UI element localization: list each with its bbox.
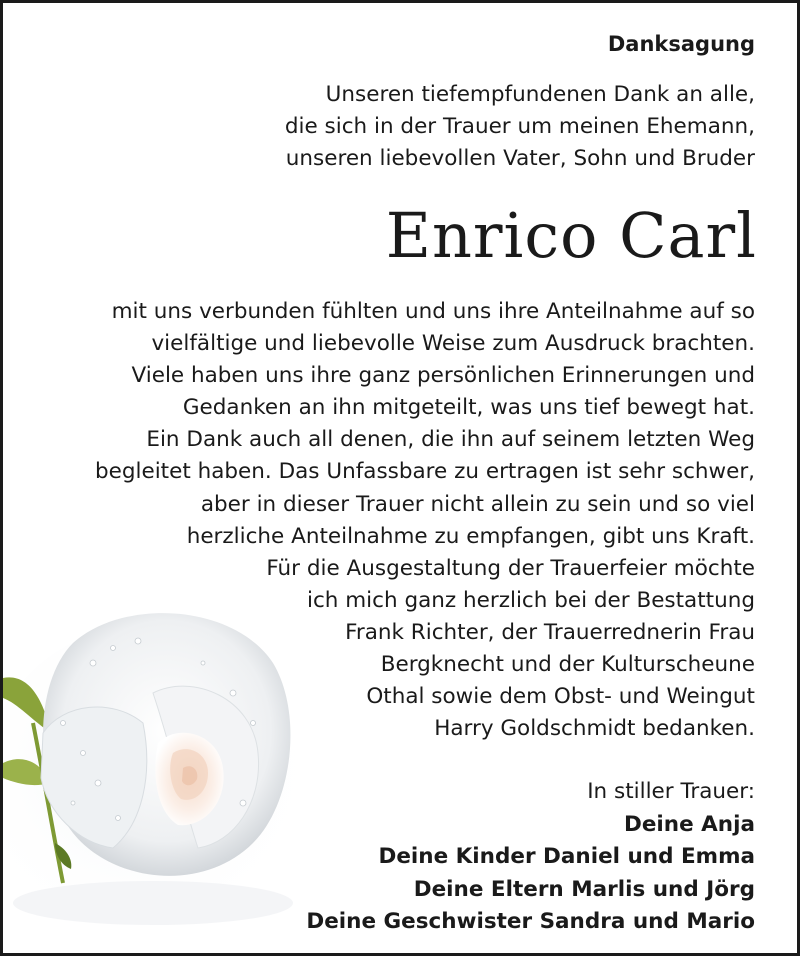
body-line: herzliche Anteilnahme zu empfangen, gibt uns Kraft. bbox=[186, 523, 755, 549]
intro-line: die sich in der Trauer um meinen Ehemann, bbox=[284, 114, 755, 139]
signature-line: Deine Anja bbox=[624, 811, 755, 837]
closing-line: In stiller Trauer: bbox=[587, 779, 755, 804]
body-line: Harry Goldschmidt bedanken. bbox=[434, 716, 755, 742]
body-line: aber in dieser Trauer nicht allein zu sein und so viel bbox=[200, 491, 755, 517]
body-line: Othal sowie dem Obst- und Weingut bbox=[366, 684, 755, 710]
signature-line: Deine Kinder Daniel und Emma bbox=[378, 844, 755, 869]
body-line: Ein Dank auch all denen, die ihn auf seinem letzten Weg bbox=[146, 427, 755, 453]
body-line: mit uns verbunden fühlten und uns ihre Anteilnahme auf so bbox=[111, 299, 755, 324]
body-line: begleitet haben. Das Unfassbare zu ertragen ist sehr schwer, bbox=[94, 459, 755, 485]
body-line: Bergknecht und der Kulturscheune bbox=[380, 652, 755, 678]
body-line: Für die Ausgestaltung der Trauerfeier möchte bbox=[266, 555, 755, 581]
signature-line: Deine Eltern Marlis und Jörg bbox=[413, 876, 755, 902]
deceased-name: Enrico Carl bbox=[385, 199, 757, 272]
intro-line: Unseren tiefempfundenen Dank an alle, bbox=[325, 82, 755, 107]
body-line: vielfältige und liebevolle Weise zum Ausdruck brachten. bbox=[151, 331, 755, 357]
signature-block bbox=[306, 776, 755, 939]
signature-line: Deine Geschwister Sandra und Mario bbox=[306, 909, 755, 934]
heading: Danksagung bbox=[607, 32, 755, 56]
body-line: ich mich ganz herzlich bei der Bestattung bbox=[306, 587, 755, 613]
intro-line: unseren liebevollen Vater, Sohn und Bruder bbox=[285, 146, 755, 171]
body-line: Viele haben uns ihre ganz persönlichen Erinnerungen und bbox=[131, 363, 755, 389]
body-line: Frank Richter, der Trauerrednerin Frau bbox=[345, 619, 755, 645]
intro-text bbox=[285, 79, 755, 175]
body-text bbox=[95, 296, 755, 745]
body-line: Gedanken an ihn mitgeteilt, was uns tief bewegt hat. bbox=[182, 395, 755, 421]
